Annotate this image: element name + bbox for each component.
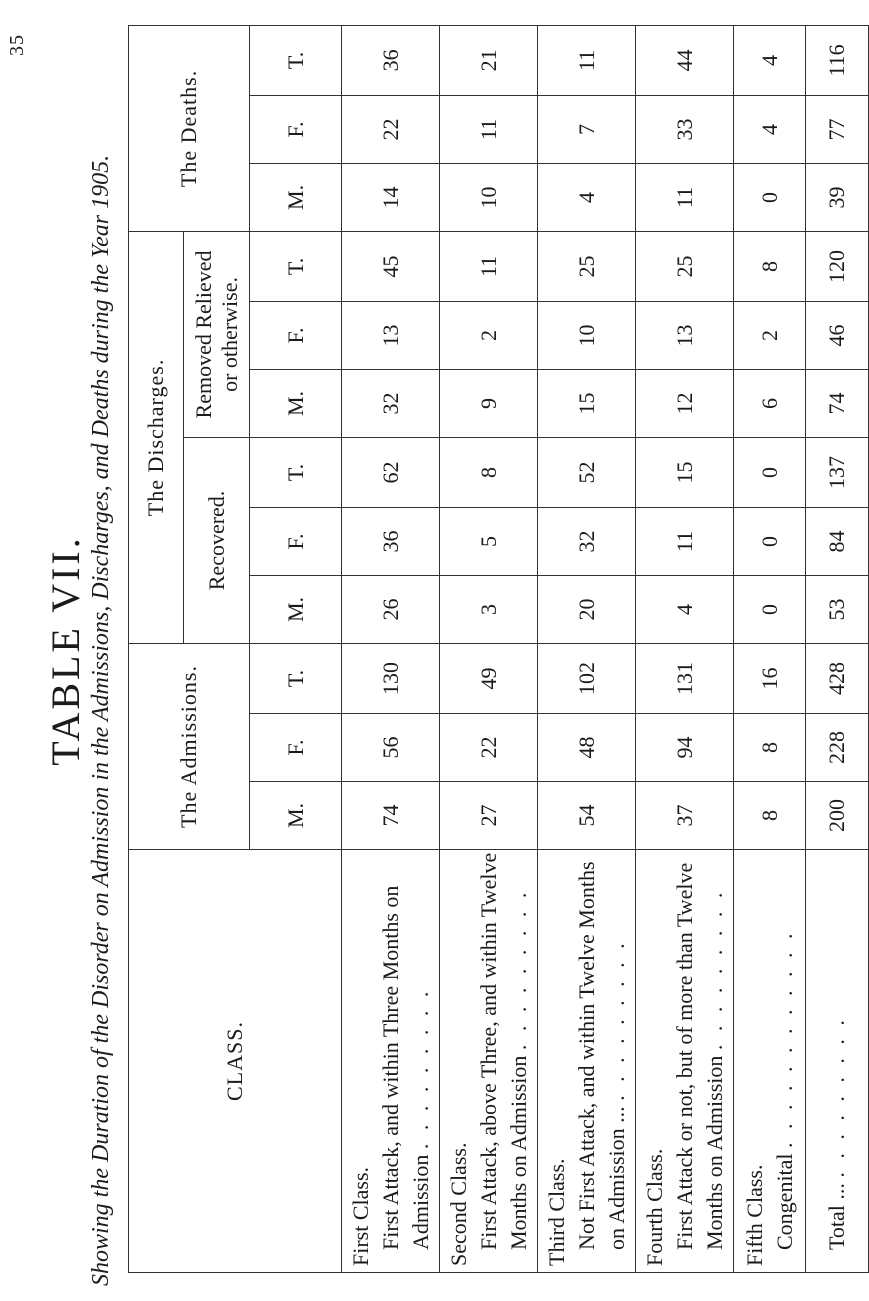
header-recovered: Recovered. bbox=[184, 437, 250, 643]
value-cell: 74 bbox=[342, 782, 440, 850]
col-t: T. bbox=[250, 25, 342, 95]
class-name: Fourth Class. bbox=[641, 1148, 667, 1266]
value-cell: 4 bbox=[734, 95, 806, 163]
value-cell: 4 bbox=[734, 25, 806, 95]
total-cell: 120 bbox=[806, 231, 869, 301]
class-desc: on Admission ... . . . . . . . . . bbox=[603, 939, 629, 1250]
table-subtitle: Showing the Duration of the Disorder on Admission in the Admissions, Discharges, and Deaths during the Year 1905. bbox=[88, 154, 114, 1286]
value-cell: 8 bbox=[734, 231, 806, 301]
value-cell: 8 bbox=[734, 782, 806, 850]
total-cell: 46 bbox=[806, 301, 869, 369]
value-cell: 4 bbox=[538, 163, 636, 231]
col-t: T. bbox=[250, 231, 342, 301]
value-cell: 5 bbox=[440, 507, 538, 575]
value-cell: 15 bbox=[636, 437, 734, 507]
total-label: Total ... . . . . . . . . . bbox=[824, 1016, 849, 1250]
header-removed-line1: Removed Relieved bbox=[190, 250, 216, 419]
value-cell: 25 bbox=[538, 231, 636, 301]
class-name: First Class. bbox=[347, 1166, 373, 1266]
value-cell: 13 bbox=[636, 301, 734, 369]
class-name: Fifth Class. bbox=[741, 1164, 767, 1266]
total-cell: 53 bbox=[806, 575, 869, 643]
class-name: Second Class. bbox=[445, 1142, 471, 1266]
value-cell: 32 bbox=[538, 507, 636, 575]
header-removed-line2: or otherwise. bbox=[216, 277, 242, 392]
class-desc: Congenital . . . . . . . . . . . . bbox=[771, 929, 797, 1250]
class-desc: Months on Admission . . . . . . . . . bbox=[505, 888, 531, 1250]
class-name: Third Class. bbox=[543, 1158, 569, 1266]
value-cell: 22 bbox=[342, 95, 440, 163]
total-cell: 39 bbox=[806, 163, 869, 231]
header-class: CLASS. bbox=[129, 850, 342, 1273]
table-row bbox=[734, 25, 806, 1272]
class-desc: First Attack, and within Three Months on bbox=[377, 885, 403, 1250]
total-cell: 84 bbox=[806, 507, 869, 575]
value-cell: 54 bbox=[538, 782, 636, 850]
table-title: TABLE VII. bbox=[43, 535, 88, 766]
value-cell: 131 bbox=[636, 643, 734, 713]
value-cell: 2 bbox=[440, 301, 538, 369]
class-cell bbox=[636, 850, 734, 1273]
class-desc: Months on Admission . . . . . . . . . bbox=[701, 888, 727, 1250]
total-cell: 228 bbox=[806, 714, 869, 782]
value-cell: 11 bbox=[636, 163, 734, 231]
col-m: M. bbox=[250, 369, 342, 437]
value-cell: 11 bbox=[538, 25, 636, 95]
value-cell: 94 bbox=[636, 714, 734, 782]
value-cell: 0 bbox=[734, 163, 806, 231]
col-f: F. bbox=[250, 301, 342, 369]
value-cell: 8 bbox=[734, 714, 806, 782]
col-t: T. bbox=[250, 437, 342, 507]
header-deaths: The Deaths. bbox=[129, 25, 250, 231]
total-cell: 137 bbox=[806, 437, 869, 507]
value-cell: 6 bbox=[734, 369, 806, 437]
value-cell: 21 bbox=[440, 25, 538, 95]
col-m: M. bbox=[250, 163, 342, 231]
class-desc: First Attack or not, but of more than Twelve bbox=[671, 862, 697, 1250]
value-cell: 12 bbox=[636, 369, 734, 437]
value-cell: 52 bbox=[538, 437, 636, 507]
value-cell: 7 bbox=[538, 95, 636, 163]
value-cell: 0 bbox=[734, 437, 806, 507]
total-label-cell bbox=[806, 850, 869, 1273]
value-cell: 16 bbox=[734, 643, 806, 713]
col-m: M. bbox=[250, 575, 342, 643]
value-cell: 0 bbox=[734, 507, 806, 575]
value-cell: 4 bbox=[636, 575, 734, 643]
value-cell: 10 bbox=[440, 163, 538, 231]
table-row bbox=[636, 25, 734, 1272]
class-desc: First Attack, above Three, and within Twelve bbox=[475, 852, 501, 1250]
value-cell: 15 bbox=[538, 369, 636, 437]
page-number: 35 bbox=[6, 34, 28, 56]
value-cell: 32 bbox=[342, 369, 440, 437]
value-cell: 102 bbox=[538, 643, 636, 713]
total-cell: 77 bbox=[806, 95, 869, 163]
value-cell: 20 bbox=[538, 575, 636, 643]
col-m: M. bbox=[250, 782, 342, 850]
class-cell bbox=[538, 850, 636, 1273]
header-removed bbox=[184, 231, 250, 437]
value-cell: 11 bbox=[440, 231, 538, 301]
table-row bbox=[440, 25, 538, 1272]
value-cell: 22 bbox=[440, 714, 538, 782]
value-cell: 11 bbox=[440, 95, 538, 163]
col-f: F. bbox=[250, 714, 342, 782]
value-cell: 26 bbox=[342, 575, 440, 643]
class-cell bbox=[734, 850, 806, 1273]
table-row bbox=[538, 25, 636, 1272]
total-cell: 200 bbox=[806, 782, 869, 850]
value-cell: 45 bbox=[342, 231, 440, 301]
total-row bbox=[806, 25, 869, 1272]
value-cell: 25 bbox=[636, 231, 734, 301]
col-f: F. bbox=[250, 507, 342, 575]
header-discharges: The Discharges. bbox=[129, 231, 184, 643]
value-cell: 9 bbox=[440, 369, 538, 437]
data-table bbox=[128, 25, 869, 1273]
total-cell: 74 bbox=[806, 369, 869, 437]
value-cell: 62 bbox=[342, 437, 440, 507]
value-cell: 2 bbox=[734, 301, 806, 369]
value-cell: 11 bbox=[636, 507, 734, 575]
class-desc: Not First Attack, and within Twelve Months bbox=[573, 861, 599, 1250]
total-cell: 428 bbox=[806, 643, 869, 713]
value-cell: 14 bbox=[342, 163, 440, 231]
value-cell: 36 bbox=[342, 507, 440, 575]
class-desc: Admission . . . . . . . . . bbox=[407, 987, 433, 1250]
value-cell: 36 bbox=[342, 25, 440, 95]
value-cell: 13 bbox=[342, 301, 440, 369]
value-cell: 37 bbox=[636, 782, 734, 850]
value-cell: 56 bbox=[342, 714, 440, 782]
class-cell bbox=[342, 850, 440, 1273]
value-cell: 27 bbox=[440, 782, 538, 850]
total-cell: 116 bbox=[806, 25, 869, 95]
value-cell: 33 bbox=[636, 95, 734, 163]
col-f: F. bbox=[250, 95, 342, 163]
value-cell: 3 bbox=[440, 575, 538, 643]
value-cell: 44 bbox=[636, 25, 734, 95]
value-cell: 0 bbox=[734, 575, 806, 643]
table-row bbox=[342, 25, 440, 1272]
class-cell bbox=[440, 850, 538, 1273]
col-t: T. bbox=[250, 643, 342, 713]
value-cell: 8 bbox=[440, 437, 538, 507]
value-cell: 49 bbox=[440, 643, 538, 713]
value-cell: 48 bbox=[538, 714, 636, 782]
value-cell: 10 bbox=[538, 301, 636, 369]
value-cell: 130 bbox=[342, 643, 440, 713]
header-admissions: The Admissions. bbox=[129, 643, 250, 849]
